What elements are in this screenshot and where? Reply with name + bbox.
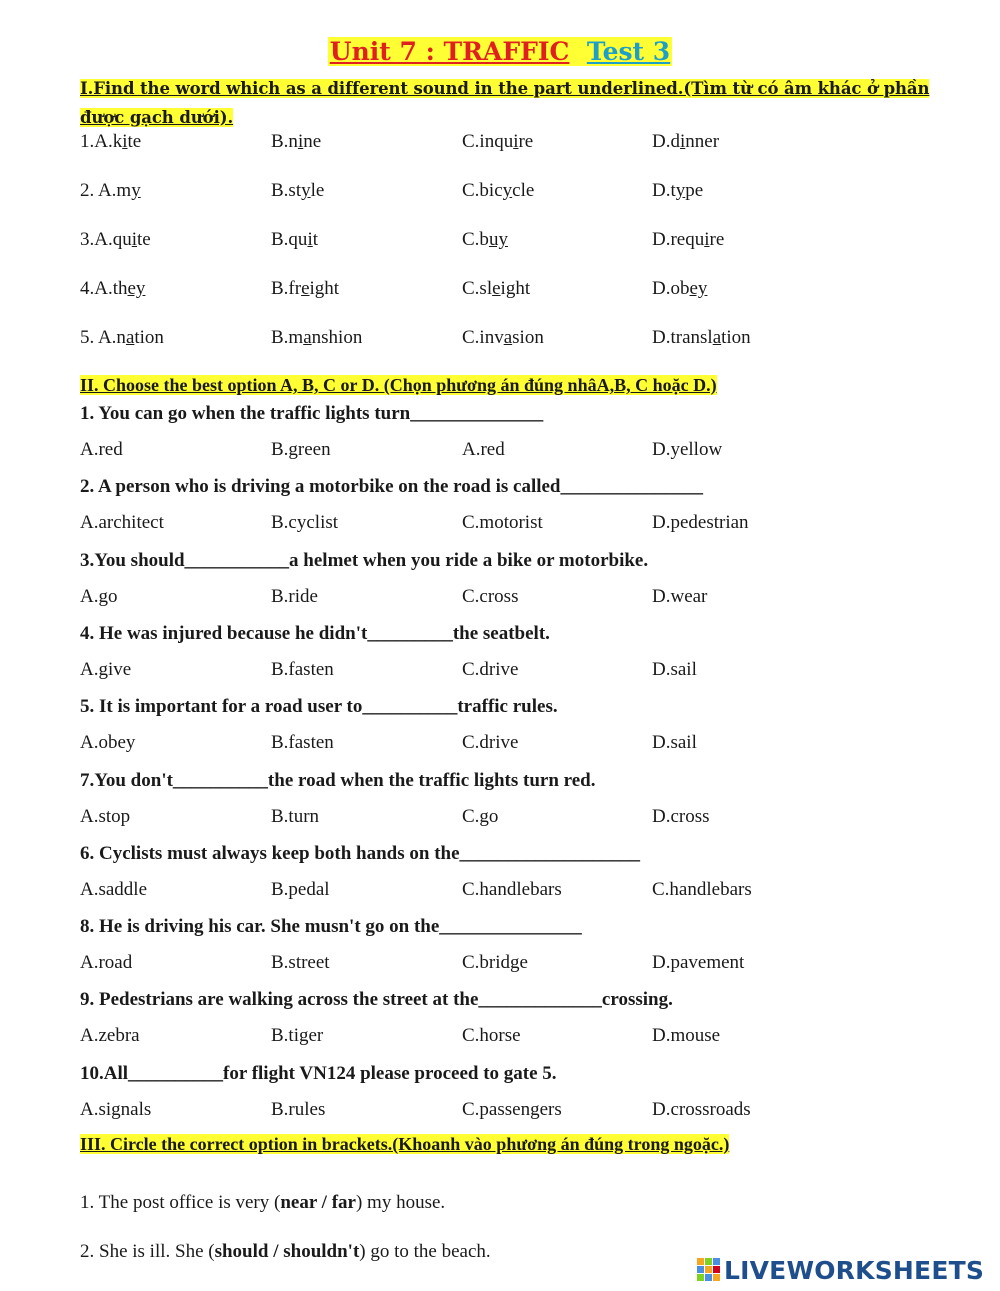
answer-option[interactable]: D.pavement [652, 952, 745, 973]
word-part: B.qu [271, 229, 308, 250]
word-part: 2. A.m [80, 180, 132, 201]
word-option[interactable] [80, 131, 141, 153]
underlined-part: i [704, 229, 710, 250]
word-part: C.bic [462, 180, 503, 201]
answer-option[interactable]: C.drive [462, 732, 519, 753]
word-part: nner [685, 131, 720, 152]
liveworksheets-logo-icon [697, 1257, 721, 1283]
liveworksheets-logo [697, 1253, 984, 1287]
answer-option[interactable]: A.architect [80, 512, 164, 533]
word-option[interactable] [462, 278, 530, 300]
word-option[interactable] [80, 278, 145, 300]
answer-option[interactable]: B.fasten [271, 659, 334, 680]
word-option[interactable] [271, 229, 318, 251]
answer-row [0, 1025, 1000, 1051]
answer-option[interactable]: B.cyclist [271, 512, 339, 533]
answer-option[interactable]: B.street [271, 952, 330, 973]
section1-row [0, 131, 1000, 157]
word-part: B.fr [271, 278, 302, 299]
word-part: cle [512, 180, 535, 201]
section1-row [0, 278, 1000, 304]
title-test: Test 3 [586, 37, 671, 66]
word-part: C.inqu [462, 131, 514, 152]
answer-option[interactable]: A.stop [80, 806, 131, 827]
word-option[interactable] [271, 278, 339, 300]
page-title [0, 36, 1000, 68]
answer-option[interactable]: B.turn [271, 806, 320, 827]
underlined-part: i [679, 131, 686, 152]
underlined-part: y [675, 180, 686, 201]
bracket-choice[interactable]: should / shouldn't [214, 1241, 360, 1262]
title-unit: Unit 7 : TRAFFIC [329, 37, 570, 66]
word-part: sion [512, 327, 544, 348]
word-option[interactable] [652, 327, 751, 349]
word-part: tion [721, 327, 751, 348]
word-part: te [137, 229, 151, 250]
answer-option[interactable]: A.obey [80, 732, 136, 753]
answer-option[interactable]: A.signals [80, 1099, 152, 1120]
question-text: 4. He was injured because he didn't_________the seatbelt. [80, 623, 550, 644]
answer-option[interactable]: D.mouse [652, 1025, 721, 1046]
answer-option[interactable]: D.wear [652, 586, 708, 607]
answer-option[interactable]: C.drive [462, 659, 519, 680]
word-option[interactable] [652, 229, 724, 251]
underlined-part: i [307, 229, 313, 250]
word-part: t [312, 229, 318, 250]
word-part: D.requ [652, 229, 705, 250]
word-option[interactable] [271, 131, 321, 153]
answer-option[interactable]: D.cross [652, 806, 710, 827]
word-part: D.d [652, 131, 680, 152]
answer-option[interactable]: D.yellow [652, 439, 723, 460]
answer-option[interactable]: B.green [271, 439, 331, 460]
answer-option[interactable]: B.fasten [271, 732, 334, 753]
answer-option[interactable]: B.tiger [271, 1025, 324, 1046]
answer-option[interactable]: D.sail [652, 659, 697, 680]
word-part: 4.A.th [80, 278, 128, 299]
section3-sentence-2: 2. She is ill. She (should / shouldn't) go to the beach. [80, 1241, 491, 1262]
word-part: D.ob [652, 278, 690, 299]
word-option[interactable] [80, 229, 151, 251]
underlined-part: ey [127, 278, 146, 299]
bracket-choice[interactable]: near / far [280, 1192, 356, 1213]
section1-row [0, 229, 1000, 255]
word-part: tion [134, 327, 164, 348]
word-part: B.st [271, 180, 302, 201]
underlined-part: a [503, 327, 513, 348]
answer-option[interactable]: A.red [80, 439, 123, 460]
word-option[interactable] [462, 229, 508, 251]
word-part: C.b [462, 229, 489, 250]
underlined-part: ey [689, 278, 708, 299]
answer-row [0, 806, 1000, 832]
underlined-part: i [513, 131, 519, 152]
underlined-part: i [131, 229, 138, 250]
underlined-part: uy [488, 229, 508, 250]
question-text: 1. You can go when the traffic lights turn______________ [80, 403, 544, 424]
word-part: nshion [311, 327, 363, 348]
underlined-part: y [301, 180, 311, 201]
word-option[interactable] [652, 131, 719, 153]
word-part: 1.A.k [80, 131, 123, 152]
answer-option[interactable]: A.road [80, 952, 133, 973]
answer-option[interactable]: A.saddle [80, 879, 148, 900]
answer-option[interactable]: B.rules [271, 1099, 326, 1120]
answer-option[interactable]: D.sail [652, 732, 697, 753]
word-part: ne [303, 131, 322, 152]
word-part: re [518, 131, 534, 152]
word-option[interactable] [271, 327, 362, 349]
answer-option[interactable]: B.pedal [271, 879, 330, 900]
word-part: C.inv [462, 327, 504, 348]
answer-option[interactable]: C.bridge [462, 952, 528, 973]
question-text: 8. He is driving his car. She musn't go on the_______________ [80, 916, 582, 937]
answer-option[interactable]: D.pedestrian [652, 512, 749, 533]
underlined-part: a [712, 327, 722, 348]
question-text: 2. A person who is driving a motorbike on the road is called_______________ [80, 476, 704, 497]
word-part: le [310, 180, 325, 201]
word-option[interactable] [271, 180, 324, 202]
underlined-part: i [122, 131, 128, 152]
question-text: 3.You should___________a helmet when you ride a bike or motorbike. [80, 550, 649, 571]
section3-sentence-1: 1. The post office is very (near / far) my house. [80, 1192, 446, 1213]
answer-option[interactable]: A.red [462, 439, 505, 460]
answer-row [0, 1099, 1000, 1125]
answer-row [0, 512, 1000, 538]
word-part: 3.A.qu [80, 229, 132, 250]
underlined-part: a [125, 327, 135, 348]
word-part: ight [309, 278, 340, 299]
answer-row [0, 586, 1000, 612]
underlined-part: y [502, 180, 513, 201]
section2-heading: II. Choose the best option A, B, C or D. (Chọn phương án đúng nhâA,B, C hoặc D.) [80, 375, 717, 395]
answer-option[interactable]: A.go [80, 586, 118, 607]
word-part: D.t [652, 180, 676, 201]
answer-option[interactable]: C.handlebars [462, 879, 562, 900]
word-part: B.m [271, 327, 304, 348]
answer-row [0, 879, 1000, 905]
section3-heading: III. Circle the correct option in brackets.(Khoanh vào phương án đúng trong ngoặc.) [80, 1134, 730, 1154]
word-part: ight [500, 278, 531, 299]
word-option[interactable] [462, 131, 533, 153]
question-text: 6. Cyclists must always keep both hands on the___________________ [80, 843, 641, 864]
word-option[interactable] [80, 180, 141, 202]
answer-option[interactable]: B.ride [271, 586, 318, 607]
answer-option[interactable]: C.handlebars [652, 879, 752, 900]
word-part: C.sl [462, 278, 493, 299]
underlined-part: i [297, 131, 304, 152]
section1-heading: I.Find the word which as a different sound in the part underlined.(Tìm từ có âm khác ở phần được gạch dưới). [80, 79, 930, 127]
underlined-part: e [492, 278, 501, 299]
question-text: 5. It is important for a road user to__________traffic rules. [80, 696, 558, 717]
answer-option[interactable]: A.give [80, 659, 132, 680]
answer-row [0, 659, 1000, 685]
word-option[interactable] [462, 180, 534, 202]
answer-option[interactable]: D.crossroads [652, 1099, 751, 1120]
section1-row [0, 327, 1000, 353]
word-part: re [709, 229, 725, 250]
word-part: pe [685, 180, 704, 201]
word-option[interactable] [652, 278, 707, 300]
word-part: 5. A.n [80, 327, 126, 348]
answer-option[interactable]: C.go [462, 806, 499, 827]
answer-option[interactable]: C.motorist [462, 512, 543, 533]
word-option[interactable] [462, 327, 544, 349]
answer-option[interactable]: C.horse [462, 1025, 521, 1046]
answer-option[interactable]: C.passengers [462, 1099, 562, 1120]
question-text: 7.You don't__________the road when the traffic lights turn red. [80, 770, 596, 791]
word-part: D.transl [652, 327, 713, 348]
answer-row [0, 439, 1000, 465]
word-part: B.n [271, 131, 298, 152]
question-text: 9. Pedestrians are walking across the street at the_____________crossing. [80, 989, 673, 1010]
underlined-part: e [301, 278, 310, 299]
answer-row [0, 952, 1000, 978]
answer-option[interactable]: C.cross [462, 586, 519, 607]
answer-option[interactable]: A.zebra [80, 1025, 140, 1046]
word-part: te [127, 131, 142, 152]
answer-row [0, 732, 1000, 758]
underlined-part: a [303, 327, 312, 348]
underlined-part: y [131, 180, 141, 201]
word-option[interactable] [652, 180, 703, 202]
section1-row [0, 180, 1000, 206]
question-text: 10.All__________for flight VN124 please proceed to gate 5. [80, 1063, 557, 1084]
word-option[interactable] [80, 327, 164, 349]
logo-text: LIVEWORKSHEETS [724, 1255, 985, 1285]
